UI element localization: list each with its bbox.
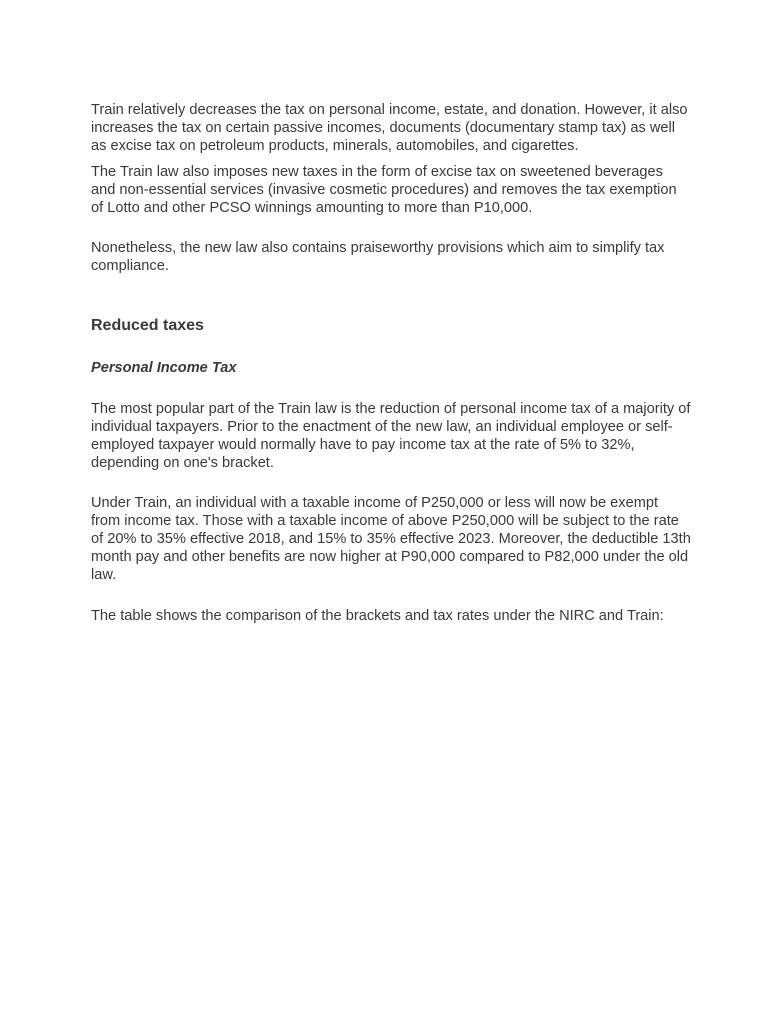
train-exemption-paragraph: Under Train, an individual with a taxable income of P250,000 or less will now be exempt from income tax. Those with a taxable income of above P250,000 will be subject to the rate of 20% to 35% effective 2018, and 15% to 35% effective 2023. Moreover, the deductible 13th month pay and other benefits are now higher at P90,000 compared to P82,000 under the old law. (91, 495, 691, 583)
intro-paragraph: Train relatively decreases the tax on personal income, estate, and donation. However, it also increases the tax on certain passive incomes, documents (documentary stamp tax) as well as excise tax on petroleum products, minerals, automobiles, and cigarettes. (91, 102, 688, 154)
new-taxes-paragraph: The Train law also imposes new taxes in the form of excise tax on sweetened beverages and non-essential services (invasive cosmetic procedures) and removes the tax exemption of Lotto and other PCSO winnings amounting to more than P10,000. (91, 164, 677, 216)
table-intro-paragraph: The table shows the comparison of the brackets and tax rates under the NIRC and Train: (91, 608, 664, 624)
simplify-compliance-paragraph: Nonetheless, the new law also contains praiseworthy provisions which aim to simplify tax compliance. (91, 240, 665, 274)
reduced-taxes-heading: Reduced taxes (91, 317, 204, 334)
personal-income-tax-subheading: Personal Income Tax (91, 360, 237, 376)
income-tax-reduction-paragraph: The most popular part of the Train law is the reduction of personal income tax of a majority of individual taxpayers. Prior to the enactment of the new law, an individual employee or self-employed taxpayer would normally have to pay income tax at the rate of 5% to 32%, depending on one's bracket. (91, 401, 691, 471)
